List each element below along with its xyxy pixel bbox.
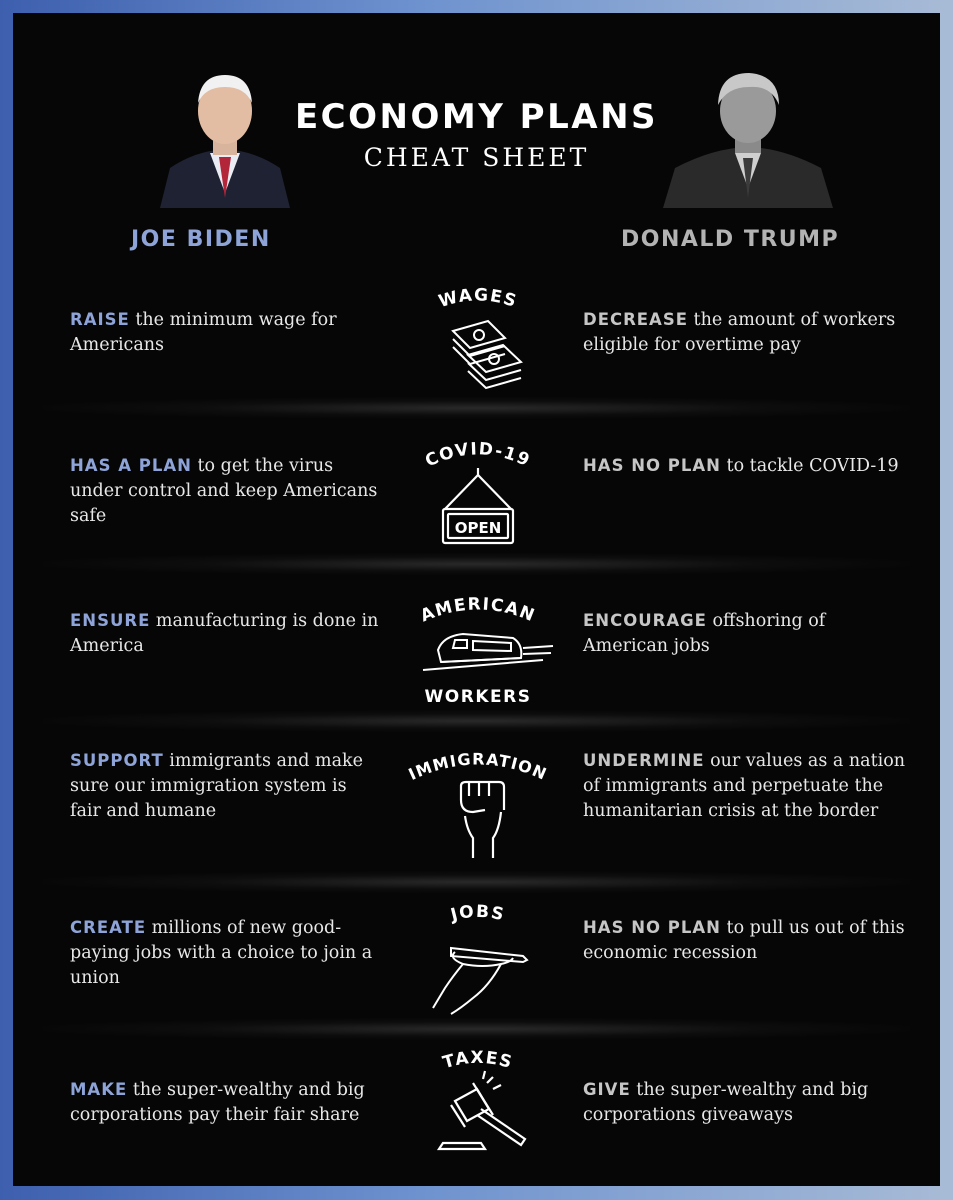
biden-workers-text: ENSURE manufacturing is done in America (70, 611, 379, 656)
workers-icon-group (393, 588, 563, 713)
page-title: ECONOMY PLANS (294, 97, 659, 137)
trump-immigration-text: UNDERMINE our values as a nation of immigrants and perpetuate the humanitarian crisis at the border (583, 751, 906, 821)
biden-wages-text: RAISE the minimum wage for Americans (70, 310, 337, 355)
row-divider (43, 871, 910, 893)
jobs-topic-label: JOBS (448, 901, 507, 926)
biden-column-heading: JOE BIDEN (131, 227, 271, 252)
row-divider (43, 710, 910, 732)
biden-covid-text: HAS A PLAN to get the virus under control and keep Americans safe (70, 456, 378, 526)
train-icon (423, 634, 553, 670)
trump-jobs-text: HAS NO PLAN to pull us out of this economic recession (583, 918, 905, 963)
biden-immigration-text: SUPPORT immigrants and make sure our immigration system is fair and humane (70, 751, 363, 821)
taxes-topic-label: TAXES (440, 1047, 516, 1074)
trump-covid-text: HAS NO PLAN to tackle COVID-19 (583, 456, 899, 476)
workers-topic-label-bottom: WORKERS (424, 687, 532, 707)
money-stack-icon (453, 321, 521, 388)
workers-topic-label: AMERICAN (417, 594, 539, 627)
wages-icon-group (393, 283, 563, 393)
taxes-icon-group (393, 1043, 563, 1168)
immigration-topic-label: IMMIGRATION (405, 749, 551, 785)
wages-topic-label: WAGES (436, 285, 520, 313)
infographic-frame (13, 13, 940, 1186)
trump-wages-text: DECREASE the amount of workers eligible for overtime pay (583, 310, 896, 355)
raised-fist-icon (461, 782, 504, 858)
trump-column-heading: DONALD TRUMP (621, 227, 840, 252)
biden-taxes-text: MAKE the super-wealthy and big corporations pay their fair share (70, 1080, 365, 1125)
covid-icon-group (393, 433, 563, 548)
open-sign-label: OPEN (454, 519, 502, 537)
row-divider (43, 397, 910, 419)
biden-jobs-text: CREATE millions of new good-paying jobs with a choice to join a union (70, 918, 373, 988)
hand-signing-icon (433, 948, 527, 1014)
covid-topic-label: COVID-19 (422, 439, 534, 472)
page-subtitle: CHEAT SHEET (363, 143, 590, 172)
jobs-icon-group (393, 898, 563, 1023)
row-divider (43, 553, 910, 575)
trump-taxes-text: GIVE the super-wealthy and big corporations giveaways (583, 1080, 869, 1125)
immigration-icon-group (393, 738, 563, 863)
trump-workers-text: ENCOURAGE offshoring of American jobs (583, 611, 826, 656)
gavel-icon (439, 1071, 525, 1149)
row-divider (43, 1018, 910, 1040)
